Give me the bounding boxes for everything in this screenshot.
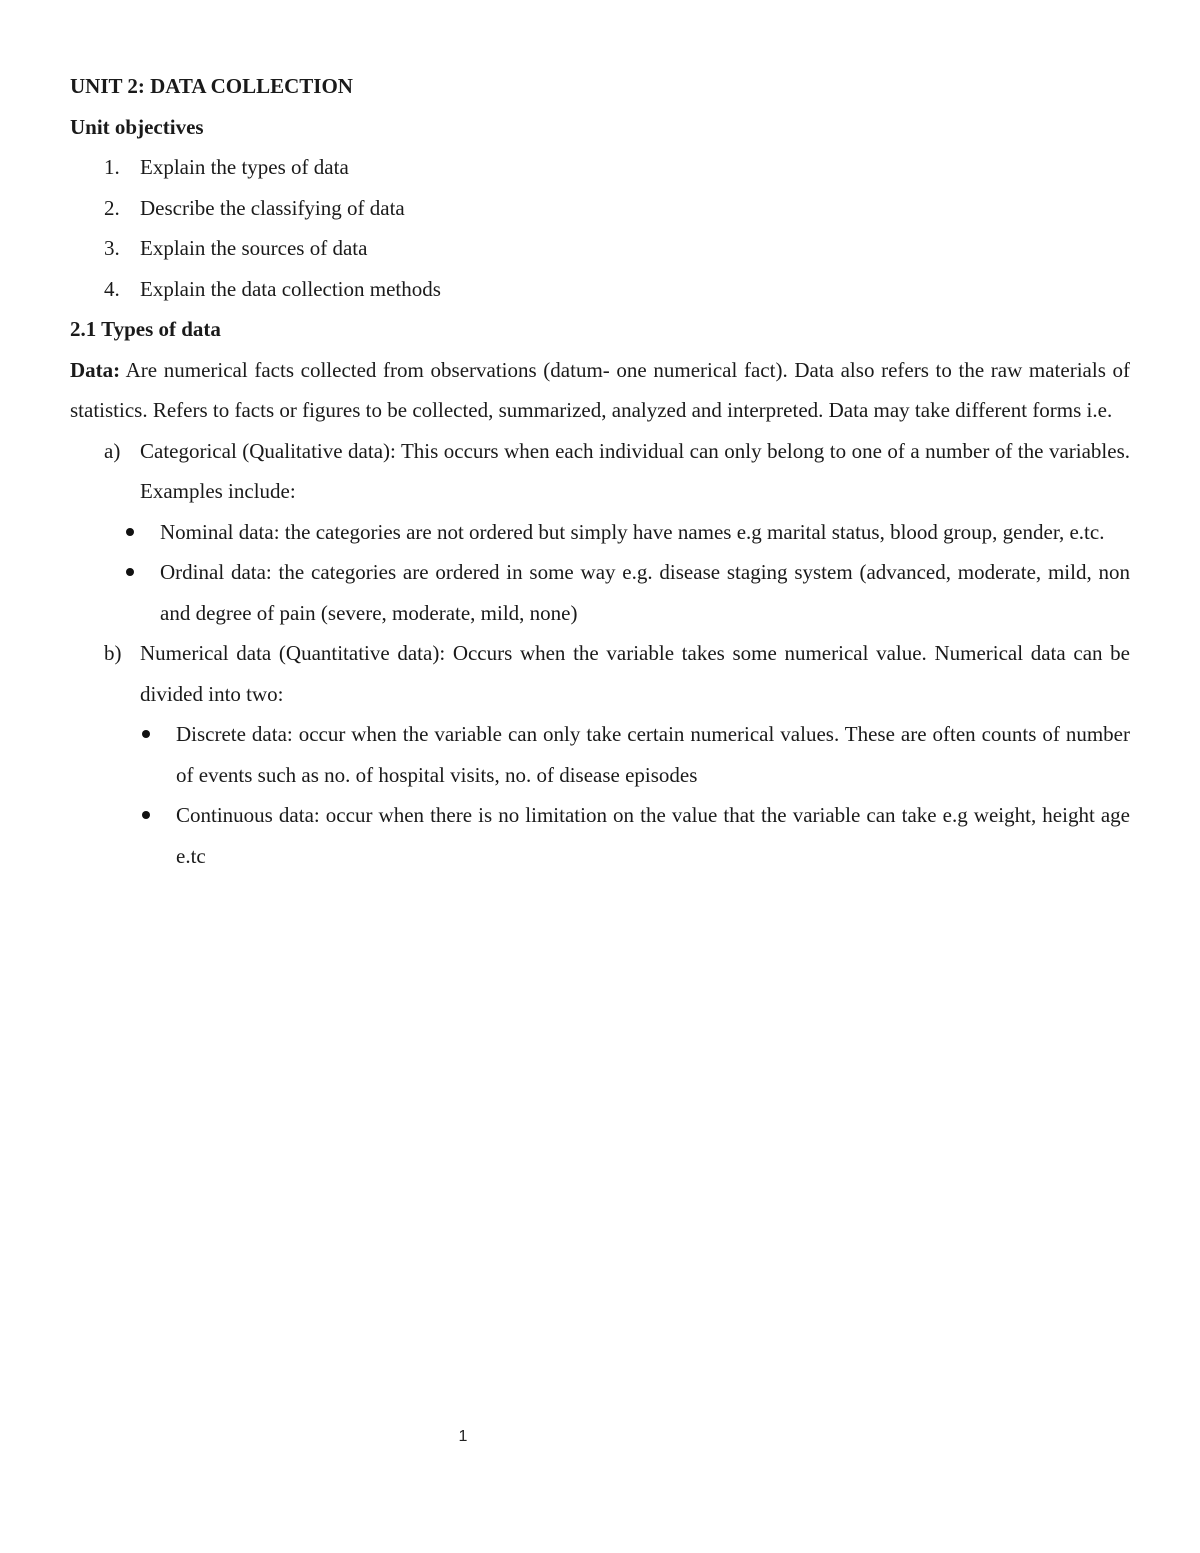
definition-term: Data:: [70, 357, 121, 382]
section-heading: 2.1 Types of data: [70, 317, 221, 341]
list-number: 2.: [104, 195, 120, 220]
objective-item: [70, 147, 1130, 188]
objective-text: Explain the types of data: [140, 155, 349, 179]
data-definition-paragraph: [70, 350, 1130, 431]
bullet-icon: [142, 811, 150, 819]
subcategory-text: Continuous data: occur when there is no limitation on the value that the variable can take e.g weight, height age e.tc: [176, 803, 1130, 868]
document-body: [70, 66, 1130, 876]
category-text: Categorical (Qualitative data): This occurs when each individual can only belong to one of a number of the variables. Examples include:: [140, 438, 1130, 503]
subcategory-text: Discrete data: occur when the variable can only take certain numerical values. These are often counts of number of events such as no. of hospital visits, no. of disease episodes: [176, 722, 1130, 787]
subcategory-list: [140, 714, 1130, 876]
list-letter: b): [104, 641, 122, 665]
objective-text: Explain the data collection methods: [140, 276, 441, 301]
objective-item: [70, 188, 1130, 229]
subcategory-item: [70, 552, 1130, 633]
bullet-icon: [142, 730, 150, 738]
list-number: 4.: [104, 276, 120, 301]
objective-text: Describe the classifying of data: [140, 195, 405, 220]
category-text: Numerical data (Quantitative data): Occurs when the variable takes some numerical value. Numerical data can be divided into two:: [140, 641, 1130, 706]
category-item: [70, 633, 1130, 876]
subcategory-item: [70, 795, 1130, 876]
bullet-icon: [126, 568, 134, 576]
data-categories-list: [70, 431, 1130, 877]
list-number: 3.: [104, 236, 120, 260]
unit-title: UNIT 2: DATA COLLECTION: [70, 74, 353, 98]
bullet-icon: [126, 528, 134, 536]
subcategory-item: [70, 714, 1130, 795]
category-item: [70, 431, 1130, 634]
objective-item: [70, 269, 1130, 310]
subcategory-item: [70, 512, 1130, 553]
definition-text: Are numerical facts collected from observations (datum- one numerical fact). Data also refers to the raw materials of statistics. Refers to facts or figures to be collected, summarized, analyzed and interpreted. Data may take different forms i.e.: [70, 357, 1130, 422]
list-number: 1.: [104, 155, 120, 179]
subcategory-list: [140, 512, 1130, 634]
objective-item: [70, 228, 1130, 269]
objectives-heading: Unit objectives: [70, 114, 204, 139]
subcategory-text: Nominal data: the categories are not ordered but simply have names e.g marital status, blood group, gender, e.tc.: [160, 519, 1105, 544]
objective-text: Explain the sources of data: [140, 236, 368, 260]
list-letter: a): [104, 438, 121, 463]
page-number: 1: [458, 1428, 468, 1445]
objectives-list: [70, 147, 1130, 309]
subcategory-text: Ordinal data: the categories are ordered in some way e.g. disease staging system (advanced, moderate, mild, non and degree of pain (severe, moderate, mild, none): [160, 560, 1130, 625]
